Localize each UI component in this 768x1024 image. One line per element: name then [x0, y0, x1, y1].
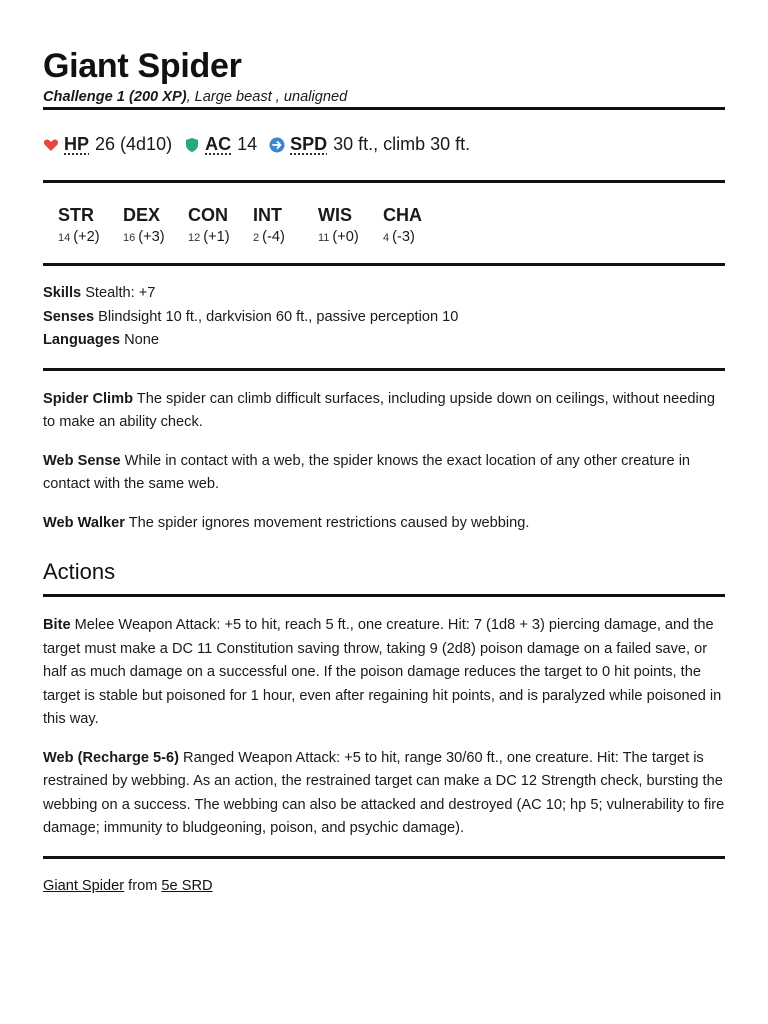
trait-name: Web Sense	[43, 452, 121, 469]
spd-label[interactable]: SPD	[290, 134, 328, 155]
ability-mod: (+3)	[138, 229, 165, 245]
property-value: Stealth: +7	[81, 285, 156, 301]
ability-name: STR	[58, 205, 94, 225]
arrow-right-circle-icon	[269, 137, 285, 153]
trait-name: Web Walker	[43, 514, 125, 531]
ability-cha	[383, 205, 448, 263]
ability-name: DEX	[123, 205, 161, 225]
ability-name: CON	[188, 205, 228, 225]
property-skills	[43, 282, 725, 306]
traits	[43, 371, 725, 536]
spd-stat	[269, 133, 470, 157]
trait-text: The spider ignores movement restrictions caused by webbing.	[124, 514, 530, 531]
property-value: Blindsight 10 ft., darkvision 60 ft., passive perception 10	[94, 308, 459, 325]
trait-text: The spider can climb difficult surfaces, including upside down on ceilings, without needing to make an ability check.	[43, 390, 715, 430]
property-label: Skills	[43, 285, 82, 301]
ability-con	[188, 205, 253, 263]
hp-value: 26 (4d10)	[95, 134, 173, 155]
actions	[43, 597, 725, 841]
creature-type: , Large beast , unaligned	[186, 89, 348, 105]
ability-scores	[43, 183, 725, 263]
shield-icon	[184, 137, 200, 153]
action-name: Bite	[43, 617, 71, 633]
property-languages	[43, 329, 725, 353]
spd-value: 30 ft., climb 30 ft.	[333, 134, 471, 155]
trait-web-walker	[43, 512, 725, 536]
ability-mod: (-3)	[392, 229, 415, 245]
trait-name: Spider Climb	[43, 390, 134, 407]
challenge-rating: Challenge 1 (200 XP)	[43, 89, 187, 105]
action-web	[43, 747, 725, 841]
property-label: Senses	[43, 308, 95, 325]
ability-score: 11	[318, 232, 330, 244]
ability-name: CHA	[383, 205, 422, 225]
trait-text: While in contact with a web, the spider knows the exact location of any other creature in contact with the same web.	[43, 452, 691, 492]
ability-score: 4	[383, 232, 390, 244]
ability-dex	[123, 205, 188, 263]
property-senses	[43, 306, 725, 330]
creature-link[interactable]: Giant Spider	[43, 877, 125, 894]
trait-spider-climb	[43, 388, 725, 435]
action-text: Ranged Weapon Attack: +5 to hit, range 30/60 ft., one creature. Hit: The target is restrained by webbing. As an action, the restrained target can make a DC 12 Strength check, bursting the webbing on a success. The webbing can also be attacked and destroyed (AC 10; hp 5; vulnerability to fire damage; immunity to bludgeoning, poison, and psychic damage).	[43, 749, 725, 836]
ability-name: WIS	[318, 205, 352, 225]
source-link[interactable]: 5e SRD	[161, 877, 213, 894]
property-label: Languages	[43, 332, 121, 348]
ability-mod: (-4)	[262, 229, 285, 245]
ability-name: INT	[253, 205, 282, 225]
ability-str	[58, 205, 123, 263]
action-bite	[43, 614, 725, 732]
footer-text: from	[124, 877, 162, 894]
ability-score: 14	[58, 232, 71, 244]
ac-value: 14	[237, 134, 258, 155]
properties	[43, 266, 725, 368]
ability-mod: (+2)	[73, 229, 100, 245]
action-text: Melee Weapon Attack: +5 to hit, reach 5 ft., one creature. Hit: 7 (1d8 + 3) piercing damage, and the target must make a DC 11 Constitution saving throw, taking 9 (2d8) poison damage on a failed save, or half as much damage on a successful one. If the poison damage reduces the target to 0 hit points, the target is stable but poisoned for 1 hour, even after regaining hit points, and is paralyzed while poisoned in this way.	[43, 617, 722, 727]
ac-label[interactable]: AC	[205, 134, 232, 155]
action-name: Web (Recharge 5-6)	[43, 749, 179, 766]
vitals-row	[43, 110, 725, 180]
ability-score: 16	[123, 232, 136, 244]
ac-stat	[184, 133, 257, 157]
subtitle	[43, 87, 725, 107]
ability-score: 12	[188, 232, 201, 244]
ability-score: 2	[253, 232, 260, 244]
page-title: Giant Spider	[43, 47, 242, 85]
property-value: None	[120, 332, 159, 348]
actions-heading: Actions	[43, 559, 116, 584]
ability-mod: (+1)	[203, 229, 230, 245]
ability-mod: (+0)	[332, 229, 359, 245]
hp-stat	[43, 133, 172, 157]
ability-wis	[318, 205, 383, 263]
trait-web-sense	[43, 450, 725, 497]
heart-icon	[43, 137, 59, 153]
hp-label[interactable]: HP	[64, 134, 90, 155]
source-footer	[43, 859, 725, 899]
ability-int	[253, 205, 318, 263]
